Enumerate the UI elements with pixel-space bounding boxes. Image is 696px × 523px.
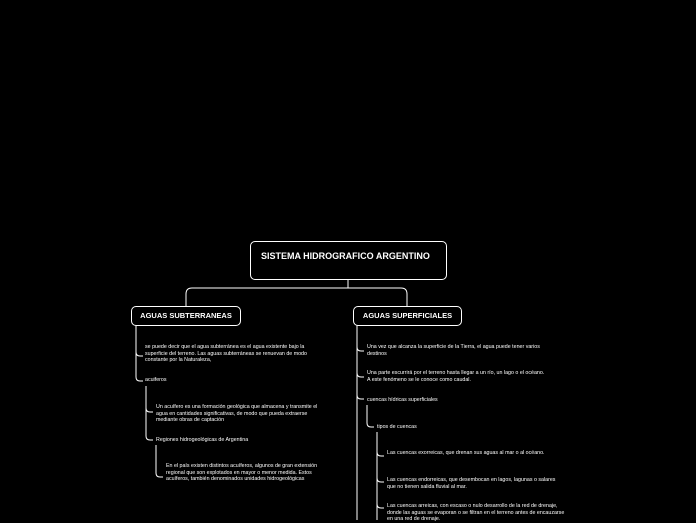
connector-regiones-text — [156, 445, 163, 477]
leaf-subterraneas-definition[interactable]: se puede decir que el agua subterránea es el agua existente bajo la superficie del terreno. Las aguas subterráneas se renuevan de modo constante por la Naturaleza, — [145, 344, 307, 364]
leaf-tipos-de-cuencas[interactable]: tipos de cuencas — [377, 424, 417, 430]
node-aguas-subterraneas[interactable] — [131, 306, 241, 326]
leaf-cuencas-endorreicas[interactable]: Las cuencas endorreicas, que desembocan en lagos, lagunas o salares que no tienen salida fluvial al mar. — [387, 477, 556, 490]
leaf-acuiferos[interactable]: acuiferos — [145, 377, 167, 383]
leaf-cuencas-exorreicas[interactable]: Las cuencas exorreicas, que drenan sus aguas al mar o al océano. — [387, 450, 545, 456]
connector-left-definition — [136, 325, 143, 356]
node-aguas-subterraneas-title: AGUAS SUBTERRANEAS — [140, 311, 232, 320]
node-aguas-superficiales[interactable] — [353, 306, 462, 326]
connector-root-left — [186, 280, 348, 306]
connector-root-right — [348, 288, 407, 306]
connector-cuencas-tipos — [367, 405, 374, 427]
connector-right-item1 — [357, 325, 364, 351]
leaf-superficiales-item2[interactable]: Una parte escurrirá por el terreno hasta llegar a un río, un lago o el océano. A este fenómeno se le conoce como caudal. — [367, 370, 545, 383]
node-aguas-superficiales-title: AGUAS SUPERFICIALES — [362, 311, 453, 320]
connector-tipos-exorreicas — [377, 432, 384, 456]
root-node[interactable] — [250, 241, 447, 280]
leaf-regiones-text[interactable]: En el país existen distintos acuíferos, algunos de gran extensión regional que son explotados en mayor o menor medida. Estos acuíferos, también denominados unidades hidrogeológicas — [166, 463, 318, 483]
connector-acuiferos-definition — [146, 386, 153, 412]
connector-tipos-arreicas-tick — [377, 504, 384, 508]
leaf-regiones[interactable]: Regiones hidrogeológicas de Argentina — [156, 437, 249, 443]
leaf-acuiferos-definition[interactable]: Un acuífero es una formación geológica que almacena y transmite el agua en cantidades significativas, de modo que pueda extraerse mediante obras de captación — [156, 404, 318, 424]
leaf-superficiales-item1[interactable]: Una vez que alcanza la superficie de la Tierra, el agua puede tener varios destinos — [367, 344, 540, 357]
root-title: SISTEMA HIDROGRAFICO ARGENTINO — [261, 251, 430, 261]
leaf-cuencas-arreicas[interactable]: Las cuencas arreicas, con escaso o nulo desarrollo de la red de drenaje, donde las aguas se evaporan o se filtran en el terreno antes de encauzarse en una red de drenaje. — [387, 503, 565, 523]
connector-acuiferos-regiones — [146, 408, 153, 440]
leaf-cuencas[interactable]: cuencas hídricas superficiales — [367, 397, 438, 403]
